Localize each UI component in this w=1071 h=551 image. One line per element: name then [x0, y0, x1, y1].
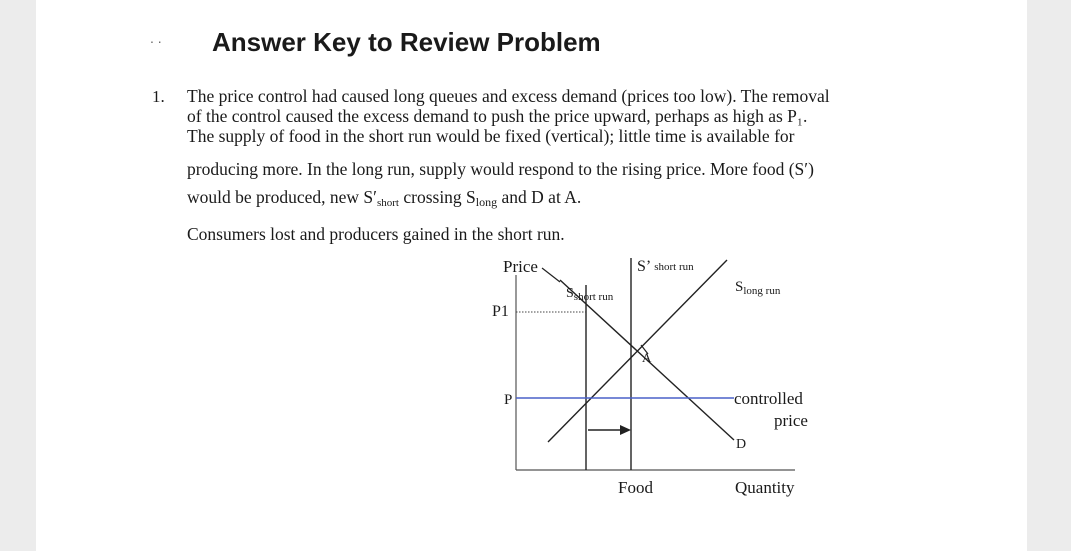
page-title: Answer Key to Review Problem [212, 27, 601, 57]
s-long-sub: long run [743, 285, 781, 297]
item-number: 1. [152, 87, 165, 106]
conclusion-text: Consumers lost and producers gained in the short run. [187, 224, 565, 244]
price-label: price [774, 411, 808, 430]
line5-sub-long: long [475, 195, 498, 209]
s-prime-sub: short run [654, 261, 694, 273]
s-long-letter: S [735, 279, 744, 295]
line5-pre: would be produced, new S′ [187, 187, 377, 207]
s-short-sub: short run [573, 291, 614, 303]
s-short-label [566, 286, 614, 303]
line5-mid: crossing S [398, 187, 476, 207]
p-label: P [504, 392, 513, 408]
price-label-connector [542, 268, 560, 282]
paragraph-line-4: producing more. In the long run, supply would respond to the rising price. More food (S′) [187, 159, 814, 179]
line5-post: and D at A. [497, 187, 582, 207]
paragraph-line-2: of the control caused the excess demand to push the price upward, perhaps as high as P₁. [187, 106, 808, 126]
line5-sub-short: short [376, 197, 399, 209]
paragraph-line-1: The price control had caused long queues and excess demand (prices too low). The removal [187, 86, 830, 106]
s-long-label [735, 279, 781, 297]
s-prime-letter: S’ [637, 258, 652, 275]
point-a-label: A [642, 350, 652, 365]
p1-label: P1 [492, 303, 509, 320]
paragraph-line-3: The supply of food in the short run would be fixed (vertical); little time is available for [187, 126, 795, 146]
s-prime-label [637, 258, 694, 275]
x-axis-label-quantity: Quantity [735, 478, 795, 497]
s-short-letter: S [566, 286, 574, 301]
controlled-label: controlled [734, 389, 803, 408]
y-axis-label: Price [503, 257, 538, 276]
demand-label: D [736, 437, 747, 452]
shift-arrow-head [620, 425, 631, 435]
x-axis-label-food: Food [618, 478, 653, 497]
bullet-mark: . . [150, 30, 162, 46]
